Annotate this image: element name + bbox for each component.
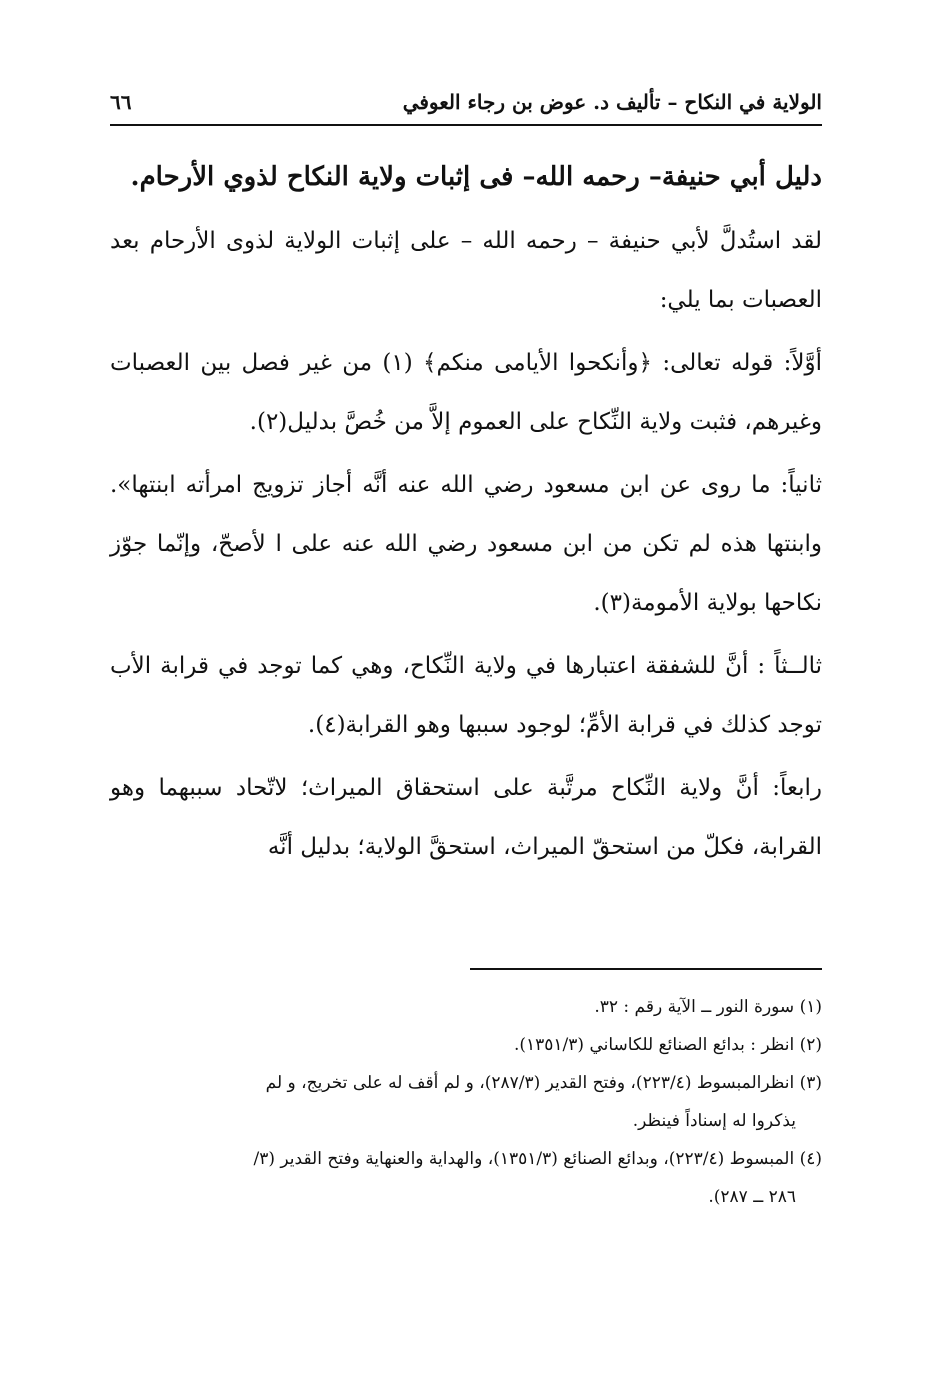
footnote-1: (١) سورة النور ــ الآية رقم : ٣٢. — [594, 997, 822, 1017]
running-header — [110, 90, 822, 126]
paragraph-first-evidence: أوَّلاً: قوله تعالى: ﴿وأنكحوا الأيامى منكم﴾ (١) من غير فصل بين العصبات وغيرهم، فثبت ولاية النِّكاح على العموم إلاَّ من خُصَّ بدليل(٢). — [110, 350, 822, 435]
paragraph-third-evidence: ثالــثاً : أنَّ للشفقة اعتبارها في ولاية النِّكاح، وهي كما توجد في قرابة الأب توجد كذلك في قرابة الأمِّ؛ لوجود سببها وهو القرابة(٤). — [110, 653, 822, 738]
footnote-4-continuation: ٢٨٦ ــ ٢٨٧). — [708, 1187, 796, 1207]
running-header-title: الولاية في النكاح – تأليف د. عوض بن رجاء العوفي — [402, 90, 822, 114]
paragraph-fourth-evidence: رابعاً: أنَّ ولاية النِّكاح مرتَّبة على استحقاق الميراث؛ لاتّحاد سببهما وهو القرابة، فكلّ من استحقّ الميراث، استحقَّ الولاية؛ بدليل أنَّه — [110, 775, 822, 860]
paragraph-second-evidence: ثانياً: ما روى عن ابن مسعود رضي الله عنه أنَّه أجاز تزويج امرأته ابنتها». وابنتها هذه لم تكن من ابن مسعود رضي الله عنه على ا لأصحّ، وإنّما جوّز نكاحها بولاية الأمومة(٣). — [110, 472, 822, 616]
page-number: ٦٦ — [110, 90, 132, 114]
footnote-3: (٣) انظرالمبسوط (٢٢٣/٤)، وفتح القدير (٢٨٧/٣)، و لم أقف له على تخريج، و لم — [265, 1073, 822, 1093]
footnote-3-continuation: يذكروا له إسناداً فينظر. — [632, 1111, 796, 1131]
footnote-4: (٤) المبسوط (٢٢٣/٤)، وبدائع الصنائع (١٣٥١/٣)، والهداية والعنهاية وفتح القدير (٣/ — [253, 1149, 822, 1169]
paragraph-intro: لقد استُدلَّ لأبي حنيفة – رحمه الله – على إثبات الولاية لذوى الأرحام بعد العصبات بما يلي: — [110, 228, 822, 313]
footnote-divider — [470, 968, 822, 970]
footnotes — [110, 988, 822, 1216]
section-heading: دليل أبي حنيفة– رحمه الله– فى إثبات ولاية النكاح لذوي الأرحام. — [130, 162, 822, 192]
footnote-2: (٢) انظر : بدائع الصنائع للكاساني (١٣٥١/٣). — [513, 1035, 822, 1055]
main-text — [110, 148, 822, 881]
